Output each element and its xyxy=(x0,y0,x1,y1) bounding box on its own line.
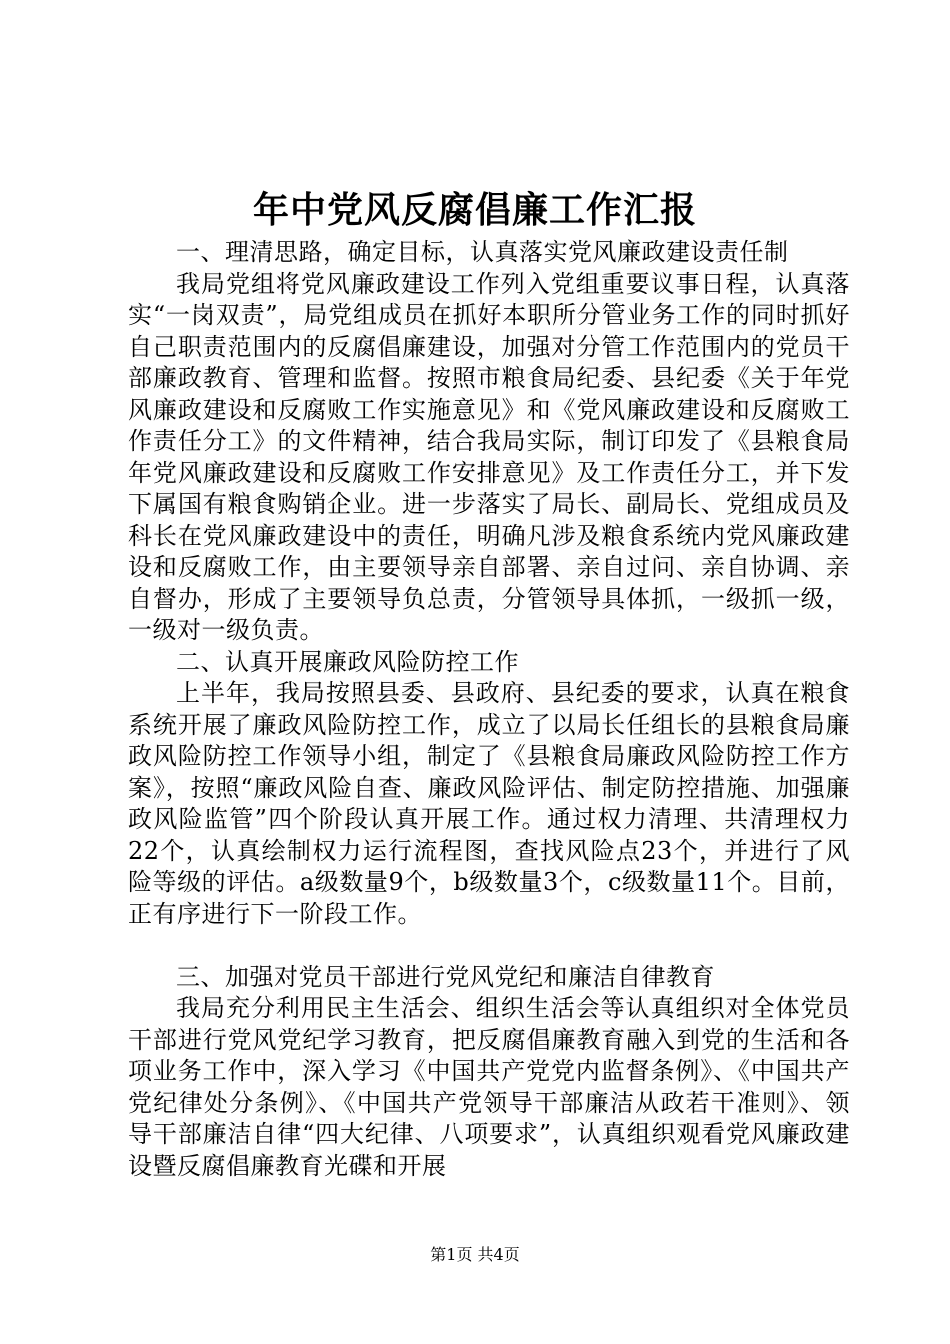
page-footer: 第1页 共4页 xyxy=(430,1245,520,1264)
section-heading-1: 一、理清思路，确定目标，认真落实党风廉政建设责任制 xyxy=(176,238,789,266)
section-heading-2: 二、认真开展廉政风险防控工作 xyxy=(176,647,519,676)
body-paragraph-2: 上半年，我局按照县委、县政府、县纪委的要求，认真在粮食系统开展了廉政风险防控工作，成立了以局长任组长的县粮食局廉政风险防控工作领导小组，制定了《县粮食局廉政风险防控工作方案》，按照“廉政风险自查、廉政风险评估、制定防控措施、加强廉政风险监管”四个阶段认真开展工作。通过权力清理、共清理权力22个，认真绘制权力运行流程图，查找风险点23个，并进行了风险等级的评估。a级数量9个，b级数量3个，c级数量11个。目前，正有序进行下一阶段工作。 xyxy=(128,679,850,928)
section-heading-3: 三、加强对党员干部进行党风党纪和廉洁自律教育 xyxy=(176,962,715,991)
document-body xyxy=(128,237,850,1182)
body-paragraph-1: 我局党组将党风廉政建设工作列入党组重要议事日程，认真落实“一岗双责”，局党组成员在抓好本职所分管业务工作的同时抓好自己职责范围内的反腐倡廉建设，加强对分管工作范围内的党员干部廉政教育、管理和监督。按照市粮食局纪委、县纪委《关于年党风廉政建设和反腐败工作实施意见》和《党风廉政建设和反腐败工作责任分工》的文件精神，结合我局实际，制订印发了《县粮食局年党风廉政建设和反腐败工作安排意见》及工作责任分工，并下发下属国有粮食购销企业。进一步落实了局长、副局长、党组成员及科长在党风廉政建设中的责任，明确凡涉及粮食系统内党风廉政建设和反腐败工作，由主要领导亲自部署、亲自过问、亲自协调、亲自督办，形成了主要领导负总责，分管领导具体抓，一级抓一级，一级对一级负责。 xyxy=(128,269,850,644)
document-title: 年中党风反腐倡廉工作汇报 xyxy=(252,189,697,231)
body-paragraph-3: 我局充分利用民主生活会、组织生活会等认真组织对全体党员干部进行党风党纪学习教育，把反腐倡廉教育融入到党的生活和各项业务工作中，深入学习《中国共产党党内监督条例》、《中国共产党纪律处分条例》、《中国共产党领导干部廉洁从政若干准则》、领导干部廉洁自律“四大纪律、八项要求”，认真组织观看党风廉政建设暨反腐倡廉教育光碟和开展 xyxy=(128,994,850,1180)
